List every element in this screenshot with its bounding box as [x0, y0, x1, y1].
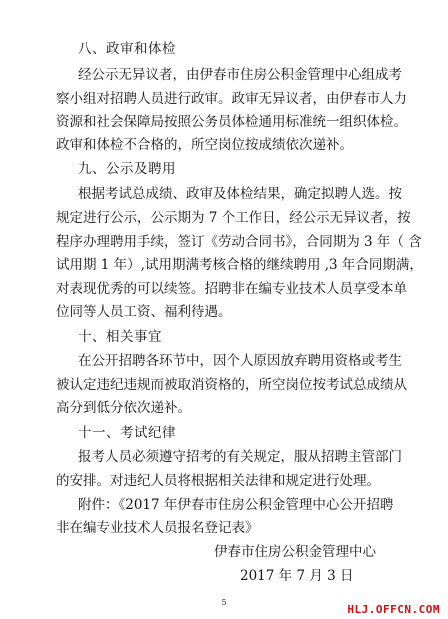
section-9-line-1: 根据考试总成绩、政审及体检结果，确定拟聘人选。按 — [78, 186, 402, 202]
section-8-line-2: 察小组对招聘人员进行政审。政审无异议者，由伊春市人力 — [56, 91, 407, 107]
section-8-heading: 八、政审和体检 — [78, 41, 176, 57]
section-11-line-2: 的安排。对违纪人员将根据相关法律和规定进行处理。 — [56, 473, 380, 489]
section-8-line-4: 政审和体检不合格的，所空岗位按成绩依次递补。 — [56, 137, 353, 153]
site-watermark: HLJ.OFFCN.COM — [347, 603, 440, 616]
section-10-line-1: 在公开招聘各环节中，因个人原因放弃聘用资格或考生 — [78, 353, 402, 369]
signature-org: 伊春市住房公积金管理中心 — [214, 544, 376, 560]
section-8-line-1: 经公示无异议者，由伊春市住房公积金管理中心组成考 — [78, 67, 402, 83]
attachment-line-1: 附件：《2017 年伊春市住房公积金管理中心公开招聘 — [78, 497, 394, 513]
signature-date: 2017 年 7 月 3 日 — [240, 568, 354, 584]
section-9-line-2: 规定进行公示，公示期为 7 个工作日，经公示无异议者，按 — [56, 210, 411, 226]
section-10-heading: 十、相关事宜 — [78, 329, 162, 345]
section-11-heading: 十一、考试纪律 — [78, 425, 176, 441]
section-9-line-6: 位同等人员工资、福利待遇。 — [56, 304, 232, 320]
section-10-line-2: 被认定违纪违规而被取消资格的，所空岗位按考试总成绩从 — [56, 377, 407, 393]
section-11-line-1: 报考人员必须遵守招考的有关规定，服从招聘主管部门 — [78, 449, 402, 465]
section-8-line-3: 资源和社会保障局按照公务员体检通用标准统一组织体检。 — [56, 114, 407, 130]
attachment-line-2: 非在编专业技术人员报名登记表》 — [56, 520, 259, 536]
section-9-heading: 九、公示及聘用 — [78, 161, 176, 177]
section-9-line-3: 程序办理聘用手续，签订《劳动合同书》，合同期为 3 年（ 含 — [56, 234, 422, 250]
section-9-line-5: 对表现优秀的可以续签。招聘非在编专业技术人员享受本单 — [56, 281, 407, 297]
section-10-line-3: 高分到低分依次递补。 — [56, 400, 191, 416]
section-9-line-4: 试用期 1 年）,试用期满考核合格的继续聘用 ,3 年合同期满， — [56, 257, 423, 273]
page-number: 5 — [221, 598, 227, 607]
